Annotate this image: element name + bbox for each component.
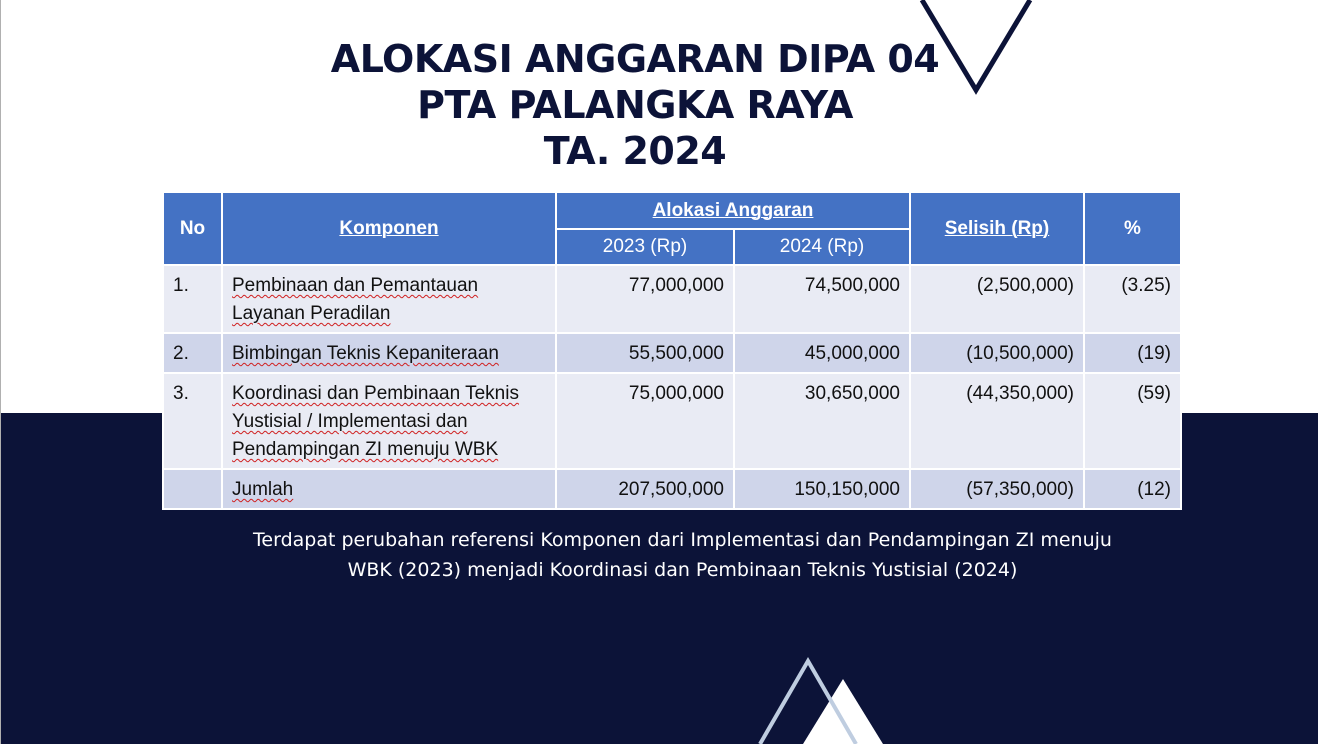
cell-komponen: Koordinasi dan Pembinaan Teknis Yustisial / Implementasi dan Pendampingan ZI menuju WBK (222, 373, 556, 469)
footnote-line-1: Terdapat perubahan referensi Komponen dari Implementasi dan Pendampingan ZI menuju (253, 529, 1112, 551)
cell-2024: 150,150,000 (734, 469, 910, 509)
header-komponen: Komponen (222, 192, 556, 265)
header-2023: 2023 (Rp) (556, 229, 734, 265)
budget-table (162, 191, 1182, 510)
header-no: No (163, 192, 222, 265)
cell-2023: 207,500,000 (556, 469, 734, 509)
table-row (163, 265, 1181, 333)
cell-2023: 55,500,000 (556, 333, 734, 373)
cell-2024: 45,000,000 (734, 333, 910, 373)
title-line-1: ALOKASI ANGGARAN DIPA 04 (330, 37, 940, 81)
cell-no (163, 469, 222, 509)
cell-selisih: (57,350,000) (910, 469, 1084, 509)
slide-title (270, 36, 1000, 174)
header-2024: 2024 (Rp) (734, 229, 910, 265)
cell-2023: 75,000,000 (556, 373, 734, 469)
title-line-2: PTA PALANGKA RAYA (417, 83, 853, 127)
cell-percent: (3.25) (1084, 265, 1181, 333)
footnote-text (200, 525, 1165, 585)
cell-selisih: (2,500,000) (910, 265, 1084, 333)
table-row (163, 373, 1181, 469)
cell-selisih: (10,500,000) (910, 333, 1084, 373)
cell-selisih: (44,350,000) (910, 373, 1084, 469)
cell-percent: (12) (1084, 469, 1181, 509)
cell-2024: 30,650,000 (734, 373, 910, 469)
cell-no: 1. (163, 265, 222, 333)
table-row-total (163, 469, 1181, 509)
footnote-line-2: WBK (2023) menjadi Koordinasi dan Pembinaan Teknis Yustisial (2024) (347, 559, 1018, 581)
cell-komponen: Bimbingan Teknis Kepaniteraan (222, 333, 556, 373)
cell-no: 3. (163, 373, 222, 469)
cell-2024: 74,500,000 (734, 265, 910, 333)
cell-no: 2. (163, 333, 222, 373)
header-percent: % (1084, 192, 1181, 265)
header-alokasi-anggaran: Alokasi Anggaran (556, 192, 910, 229)
cell-percent: (59) (1084, 373, 1181, 469)
cell-komponen: Pembinaan dan Pemantauan Layanan Peradilan (222, 265, 556, 333)
title-line-3: TA. 2024 (543, 129, 727, 173)
cell-percent: (19) (1084, 333, 1181, 373)
cell-2023: 77,000,000 (556, 265, 734, 333)
table-row (163, 333, 1181, 373)
header-selisih: Selisih (Rp) (910, 192, 1084, 265)
mountain-peaks-decoration (755, 655, 885, 744)
cell-komponen: Jumlah (222, 469, 556, 509)
